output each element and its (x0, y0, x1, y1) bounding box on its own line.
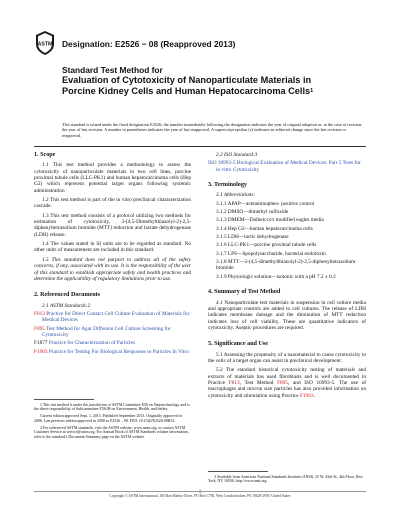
scope-1-2: 1.2 This test method is part of the in vitro preclinical characterization cascade. (34, 197, 191, 210)
footer-divider (34, 491, 366, 492)
astm-logo-icon (34, 30, 56, 56)
page-number: 1 (198, 490, 202, 495)
svg-text:ASTM: ASTM (37, 41, 53, 48)
link-f813[interactable]: F813 (228, 379, 240, 386)
significance-5-1: 5.1 Assessing the propensity of a nanomaterial to cause cytotoxicity to the cells of a target organ can assist in preclinical development. (208, 351, 366, 364)
copyright-footer (0, 494, 400, 498)
footnote-divider-right (208, 471, 268, 472)
footnote-1: 1 This test method is under the jurisdiction of ASTM Committee E56 on Nanotechnology and is the direct responsibility of Subcommittee E56.08 on Environment, Health, and Safety. (34, 402, 190, 412)
abbreviations-label: 3.1 Abbreviations: (216, 192, 256, 199)
term-apap: 3.1.1 APAP—acetaminophen- positive control (216, 200, 315, 207)
summary-4-1: 4.1 Nanoparticulate test materials in suspension in cell culture media and appropriate controls are added to cell cultures. The release of LDH indicates membrane damage and the diminution of MTT reduction indicates loss of cell viability. These are quantitative indicators of cytotoxicity. Aseptic procedures are required. (208, 299, 366, 331)
footnote-1-edition: Current edition approved Sept. 1, 2013. Published September 2013. Originally approved in 2006. Last previous edition approved in 2008 as E2526 – 08. DOI: 10.1520/E2526-08R13. (34, 414, 182, 423)
footnote-3: 3 Available from American National Standards Institute (ANSI), 25 W. 43rd St., 4th Floor, New York, NY 10036, http://www.ansi.org. (208, 474, 363, 484)
section-referenced-documents-heading: 2. Referenced Documents (34, 292, 101, 299)
title-line-3: Porcine Kidney Cells and Human Hepatocarcinoma Cells$^1$ (62, 86, 314, 96)
footnote-2: 2 For referenced ASTM standards, visit the ASTM website, www.astm.org, or contact ASTM Customer Service at service@astm.org. For Annual Book of ASTM Standards volume information, refer to the standard's Document Summary page on the ASTM website. (34, 425, 189, 440)
header-divider (34, 146, 366, 147)
section-scope-heading: 1. Scope (34, 152, 56, 158)
ref-f813-link[interactable]: F813 (34, 310, 45, 317)
ref-f1877-code: F1877 (34, 340, 48, 347)
right-column (208, 152, 366, 402)
scope-1-4: 1.4 The values stated in SI units are to be regarded as standard. No other units of measurement are included in this standard. (34, 241, 191, 254)
ref-iso-10993-5[interactable]: ISO 10993-5 Biological Evaluation of Medical Devices: Part 5 Tests for in vitro Cytotoxicity (208, 160, 361, 173)
link-f1903[interactable]: F1903 (299, 392, 314, 399)
term-hep-g2: 3.1.4 Hep G2—human hepatocarcinoma cells (216, 225, 313, 232)
term-dmem: 3.1.3 DMEM—Dulbelcco's modified eagles media (216, 217, 324, 224)
scope-1-3: 1.3 This test method consists of a protocol utilizing two methods for estimation of cytotoxicity, 3-(4,5-Dimethylthiazolyl-2)-2,5-diphenyltetrazolium bromide (MTT) reduction and lactate dehydrogenase (LDH) release. (34, 212, 191, 238)
scope-1-1: 1.1 This test method provides a methodology to assess the cytotoxicity of nanoparticulate materials in two cell lines, porcine proximal tubule cells (LLC-PK1) and human hepatocarcinoma cells (Hep G2) which represent potential target organs following systemic administration (34, 162, 191, 194)
term-mtt: 3.1.8 MTT—3-(4,5-dimethylthiazolyl-2)-2,5-diphenyltetrazolium bromide (216, 259, 356, 272)
designation-notice: This standard is issued under the fixed designation E2526; the number immediately following the designation indicates the year of original adoption or, in the case of revision, the year of last revision. A number in parentheses indicates the year of last reapproval. A superscript epsilon (ε) indicates an editorial change since the last revision or reapproval. (62, 122, 363, 138)
section-terminology-heading: 3. Terminology (208, 182, 247, 189)
term-ldh: 3.1.5 LDH—lactic dehydrogenase (216, 234, 289, 241)
ref-f1877: F1877 Practice for Characterization of Particles (34, 340, 136, 347)
section-significance-heading: 5. Significance and Use (208, 341, 268, 348)
ref-f1903-link[interactable]: F1903 (34, 348, 48, 355)
copyright-text: Copyright © ASTM International, 100 Barr Harbor Drive, PO Box C700, West Conshohocken, PA 19428-2959. United States (109, 494, 291, 498)
link-f895[interactable]: F895 (277, 379, 288, 386)
title-line-2: Evaluation of Cytotoxicity of Nanoparticulate Materials in (62, 75, 312, 86)
ref-f1903: F1903 Practice for Testing For Biological Responses to Particles In Vitro (34, 348, 189, 355)
astm-standards-label: 2.1 ASTM Standards:2 (42, 302, 91, 309)
footnotes-right (208, 471, 366, 484)
term-llc-pk1: 3.1.6 LLC-PK1—porcine proximal tubule cells (216, 242, 317, 249)
ref-f895-link[interactable]: F895 (34, 325, 45, 332)
section-summary-heading: 4. Summary of Test Method (208, 289, 281, 296)
document-title (62, 65, 362, 97)
footnotes-left (34, 399, 191, 442)
term-lps: 3.1.7 LPS—lipopolysaccharide, bacterial endotoxin (216, 250, 326, 257)
left-column (34, 152, 191, 357)
title-line-1: Standard Test Method for (62, 65, 163, 75)
title-footnote-mark: 1 (310, 88, 314, 94)
ref-f895: F895 Test Method for Agar Diffusion Cell Culture Screening for Cytotoxicity (34, 325, 171, 338)
term-dmso: 3.1.2 DMSO—dimethyl sulfoxide (216, 209, 289, 216)
ref-f813: F813 Practice for Direct Contact Cell Culture Evaluation of Materials for Medical Devices (34, 310, 190, 324)
footnote-divider (34, 399, 94, 400)
scope-1-5: 1.5 This standard does not purport to address all of the safety concerns, if any, associated with its use. It is the responsibility of the user of this standard to establish appropriate safety and health practices and determine the applicability of regulatory limitations prior to use. (34, 256, 191, 282)
term-physiologic-solution: 3.1.9 Physiologic solution—isotonic with a pH 7.2 ± 0.2 (216, 273, 336, 280)
iso-standard-label: 2.2 ISO Standard:3 (216, 152, 258, 158)
designation: Designation: E2526 − 08 (Reapproved 2013) (62, 39, 236, 49)
significance-5-2: 5.2 The standard historical cytotoxicity testing of materials and extracts of materials has used fibroblasts and is well documented in Practice F813, Test Method F895, and ISO 10993-5. The use of macrophages and micron size particles has also provided information on cytotoxicity and stimulation using Practice F1903. (208, 367, 366, 399)
